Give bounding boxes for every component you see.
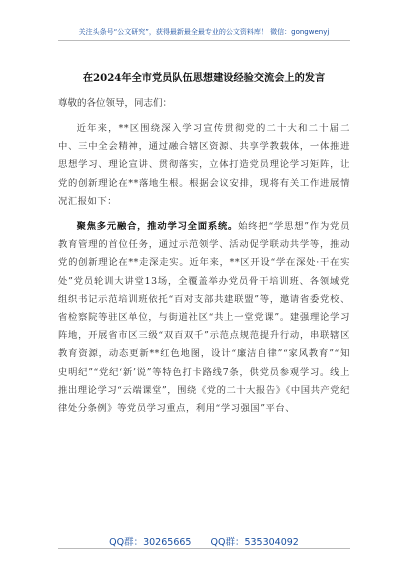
footer-qq-group-2: QQ群：535304092 (210, 537, 299, 548)
header-promo-text: 关注头条号“公文研究”，获得最新最全最专业的公文资料库！ 微信：gongwenyj (78, 28, 330, 36)
header-divider (58, 40, 350, 41)
paragraph-section-one (58, 218, 350, 418)
section-heading: 聚焦多元融合，推动学习全面系统。 (76, 221, 239, 233)
footer-qq-group-1: QQ群：30265665 (109, 537, 192, 548)
document-body (58, 120, 350, 425)
paragraph-intro: 近年来，**区围绕深入学习宣传贯彻党的二十大和二十届二中、三中全会精神，通过融合辖区资源、共享学教载体，一体推进思想学习、理论宣讲、贯彻落实，立体打造党员理论学习矩阵，让党的创新理论在**落地生根。根据会议安排，现将有关工作进展情况汇报如下： (58, 123, 350, 207)
section-body: 始终把“学思想”作为党员教育管理的首位任务，通过示范领学、活动促学联动共学等，推动党的创新理论在**走深走实。近年来，**区开设“学在深处·干在实处”党员轮训大讲堂13场，全覆盖举办党员骨干培训班、各领域党组织书记示范培训班依托“百对支部共建联盟”等，邀请省委党校、省检察院等驻区单位，与街道社区“共上一堂党课”。建强理论学习阵地，开展省市区三级“双百双千”示范点规范提升行动，串联辖区教育资源，动态更新**红色地图，设计“廉洁自律”“家风教育”“知史明纪”“党纪‘新’说”等特色打卡路线7条，供党员参观学习。线上推出理论学习“云端课堂”，围绕《党的二十大报告》《中国共产党纪律处分条例》等党员学习重点，利用“学习强国”平台、 (58, 221, 350, 415)
footer-divider (58, 548, 350, 549)
footer-contact (58, 534, 350, 548)
document-title: 在2024年全市党员队伍思想建设经验交流会上的发言 (82, 72, 326, 84)
salutation: 尊敬的各位领导，同志们： (58, 98, 173, 109)
